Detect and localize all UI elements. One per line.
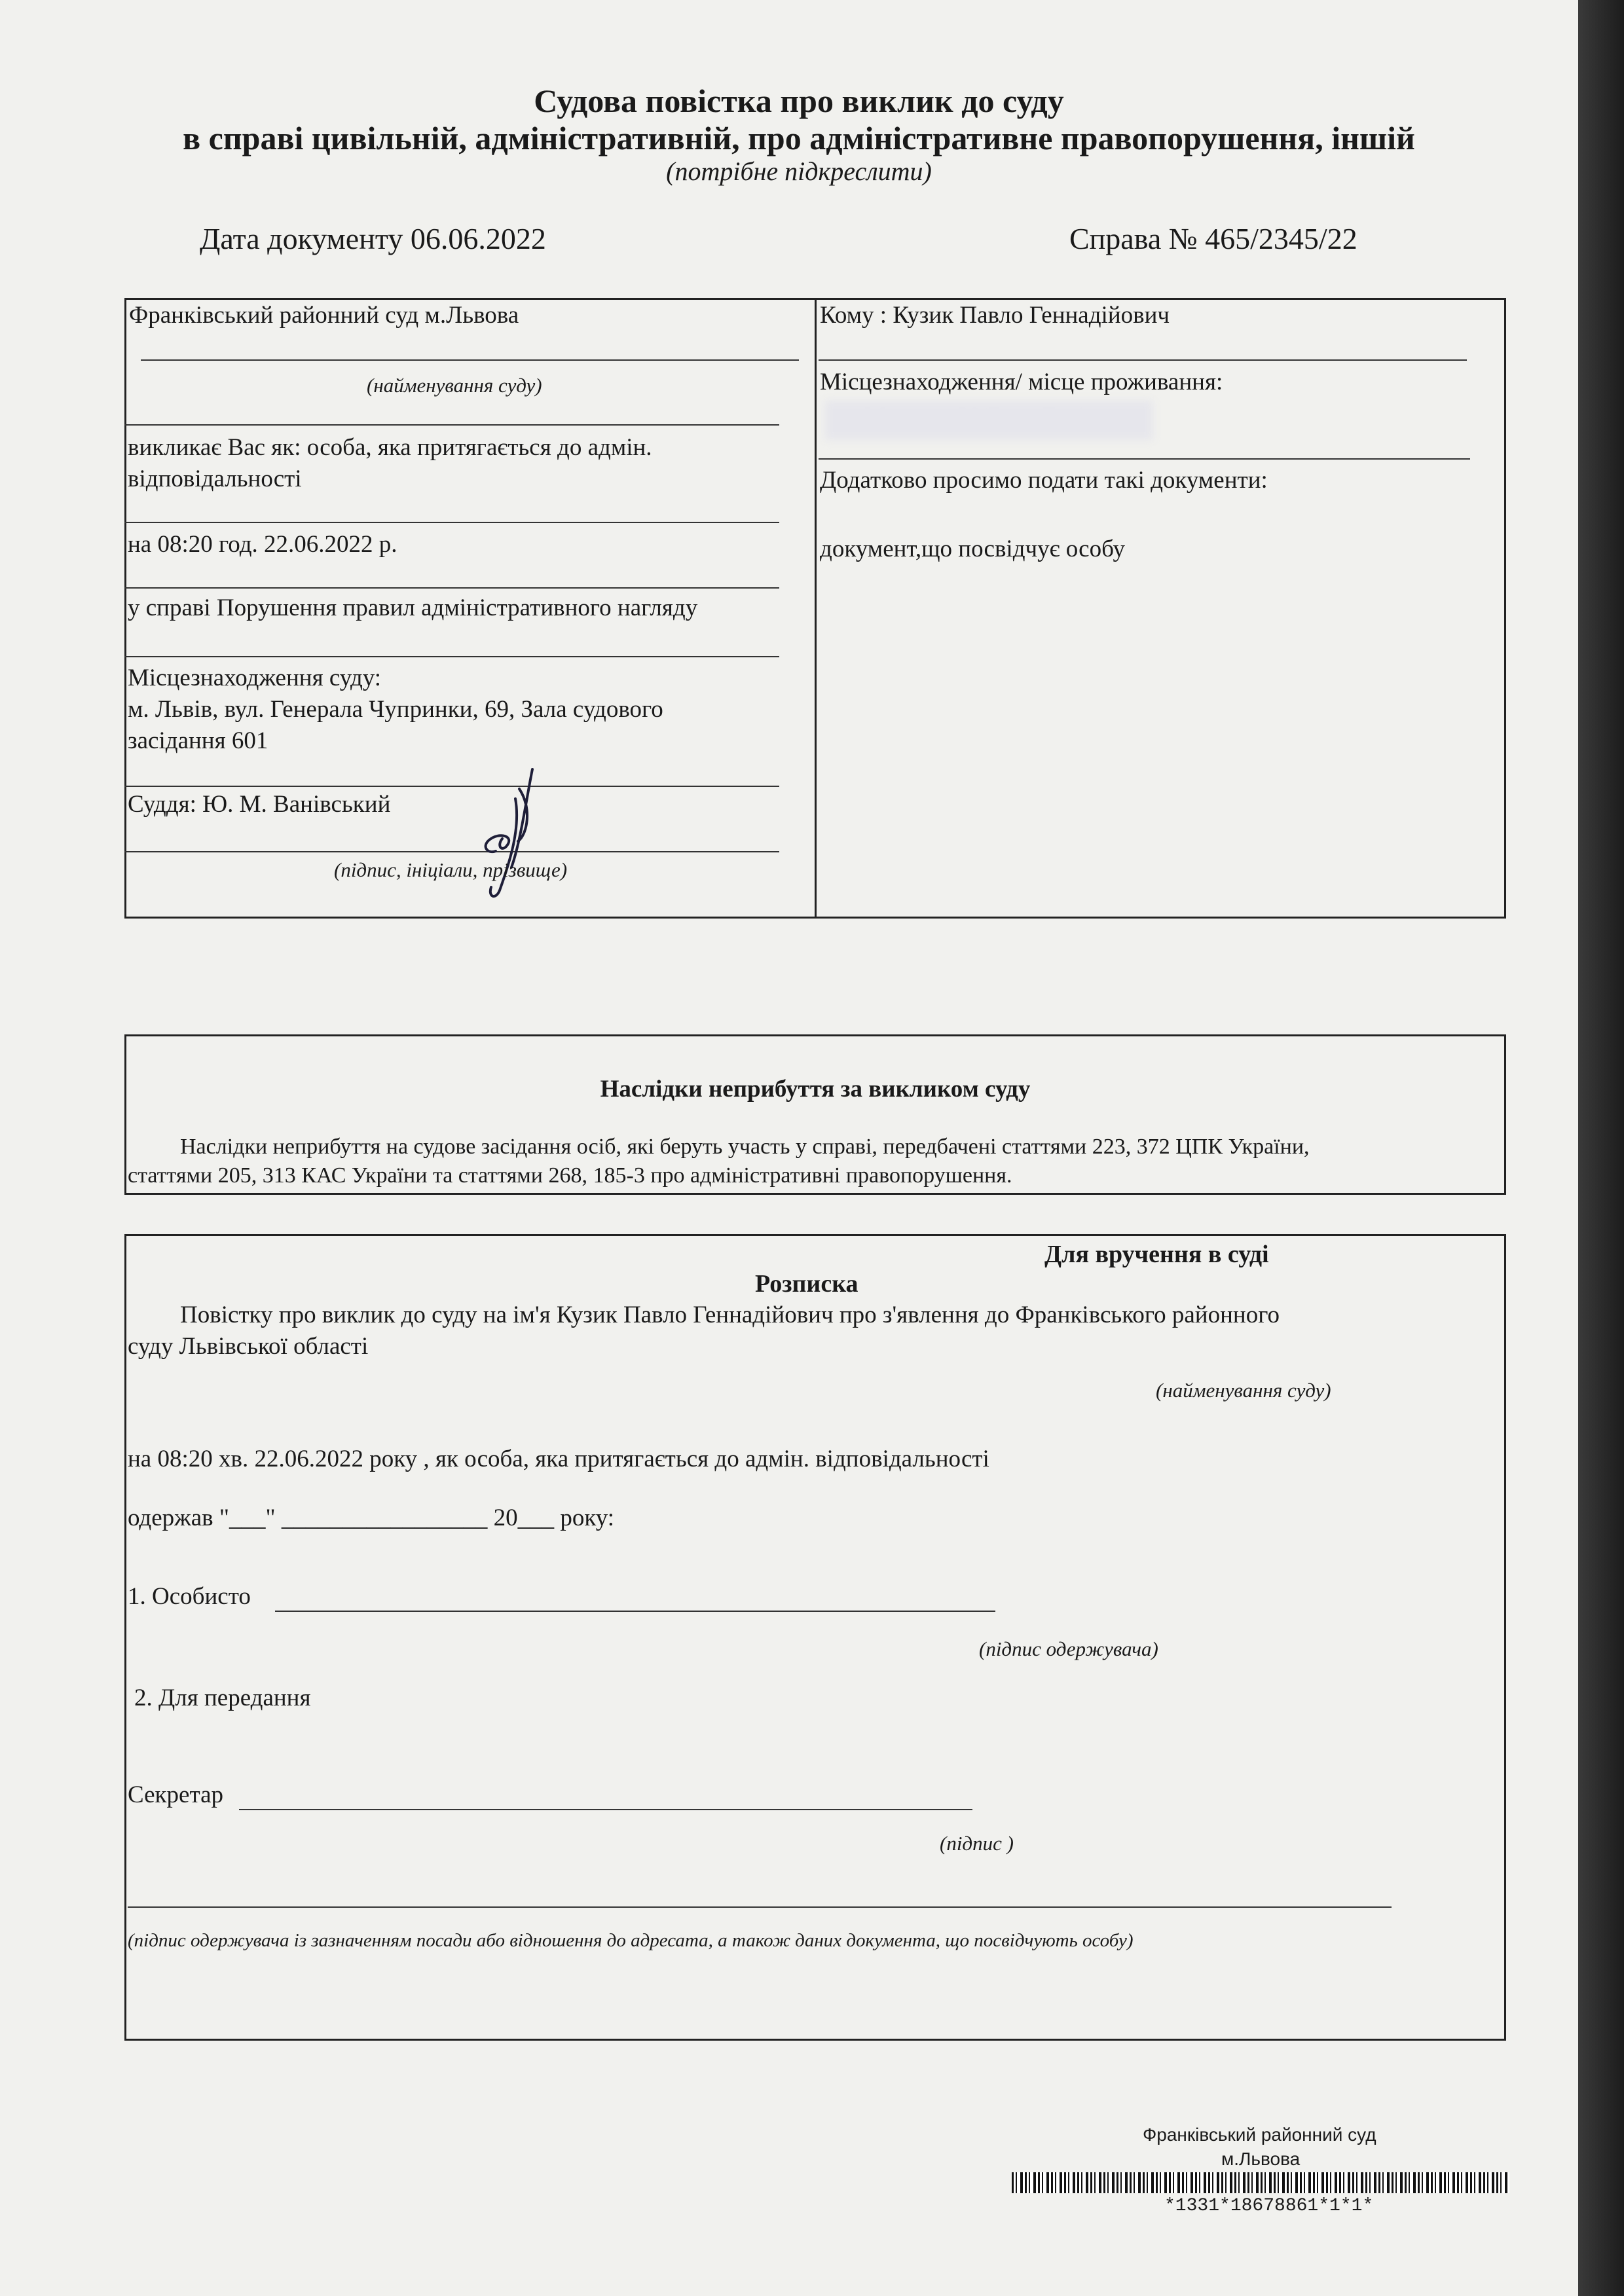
consequences-title: Наслідки неприбуття за викликом суду [600,1076,1031,1102]
consequences-text: Наслідки неприбуття на судове засідання осіб, які беруть участь у справі, передбачені статтями 223, 372 ЦПК України, [180,1135,1310,1159]
received-date: одержав "___" _________________ 20___ року: [128,1504,615,1531]
case-number: Справа № 465/2345/22 [1069,222,1357,255]
bottom-caption: (підпис одержувача із зазначенням посади або відношення до адресата, а також даних документа, що посвідчують особу) [128,1930,1134,1951]
residence-underline [819,458,1470,460]
court-name: Франківський районний суд м.Львова [129,302,519,329]
barcode-text: *1331*18678861*1*1* [1164,2196,1374,2216]
court-location-2: засідання 601 [128,727,268,754]
document-title-2: в справі цивільній, адміністративній, про адміністративне правопорушення, іншій [183,120,1415,156]
court-location-label: Місцезнаходження суду: [128,665,382,691]
case-subject: у справі Порушення правил адміністративного нагляду [128,594,698,621]
column-divider [815,298,817,919]
barcode-icon [1012,2172,1509,2193]
bottom-signature-line [128,1906,1392,1908]
divider [124,656,779,657]
receipt-text-2: суду Львівської області [128,1333,369,1360]
summons-as: викликає Вас як: особа, яка притягається до адмін. [128,434,652,461]
court-location: м. Львів, вул. Генерала Чупринки, 69, Зала судового [128,696,663,723]
docs-label: Додатково просимо подати такі документи: [820,467,1268,494]
for-court-label: Для вручення в суді [1044,1241,1269,1268]
document-date: Дата документу 06.06.2022 [200,222,546,255]
receipt-time: на 08:20 хв. 22.06.2022 року , як особа, яка притягається до адмін. відповідальності [128,1446,989,1472]
secretary-label: Секретар [128,1781,223,1808]
judge-name: Суддя: Ю. М. Ванівський [128,791,391,818]
docs-value: документ,що посвідчує особу [820,536,1126,562]
divider [124,522,779,523]
receipt-court-caption: (найменування суду) [1156,1379,1331,1402]
document-subtitle: (потрібне підкреслити) [666,156,932,186]
court-caption: (найменування суду) [367,374,542,397]
recipient-name: Кому : Кузик Павло Геннадійович [820,302,1170,329]
personal-signature-line [275,1611,995,1612]
personal-delivery: 1. Особисто [128,1583,251,1610]
transfer-delivery: 2. Для передання [134,1685,311,1711]
divider [124,786,779,787]
secretary-signature-line [239,1809,972,1810]
summons-as-2: відповідальності [128,465,302,492]
divider [124,424,779,426]
footer-court-2: м.Львова [1221,2149,1301,2169]
residence-label: Місцезнаходження/ місце проживання: [820,369,1223,395]
personal-caption: (підпис одержувача) [979,1637,1158,1660]
footer-court: Франківський районний суд [1143,2124,1376,2145]
receipt-text: Повістку про виклик до суду на ім'я Кузик Павло Геннадійович про з'явлення до Франківського районного [180,1302,1280,1328]
court-underline [141,359,799,361]
document-title: Судова повістка про виклик до суду [534,82,1064,119]
recipient-underline [819,359,1467,361]
receipt-title: Розписка [755,1270,858,1298]
consequences-text-2: статтями 205, 313 КАС України та статтями 268, 185-3 про адміністративні правопорушення. [128,1163,1012,1188]
secretary-caption: (підпис ) [940,1832,1014,1855]
hearing-time: на 08:20 год. 22.06.2022 р. [128,531,397,558]
signature-line [124,851,779,852]
redaction-blur [825,401,1153,440]
divider [124,587,779,589]
signature-caption: (підпис, ініціали, прізвище) [334,858,568,881]
scan-edge [1578,0,1624,2296]
